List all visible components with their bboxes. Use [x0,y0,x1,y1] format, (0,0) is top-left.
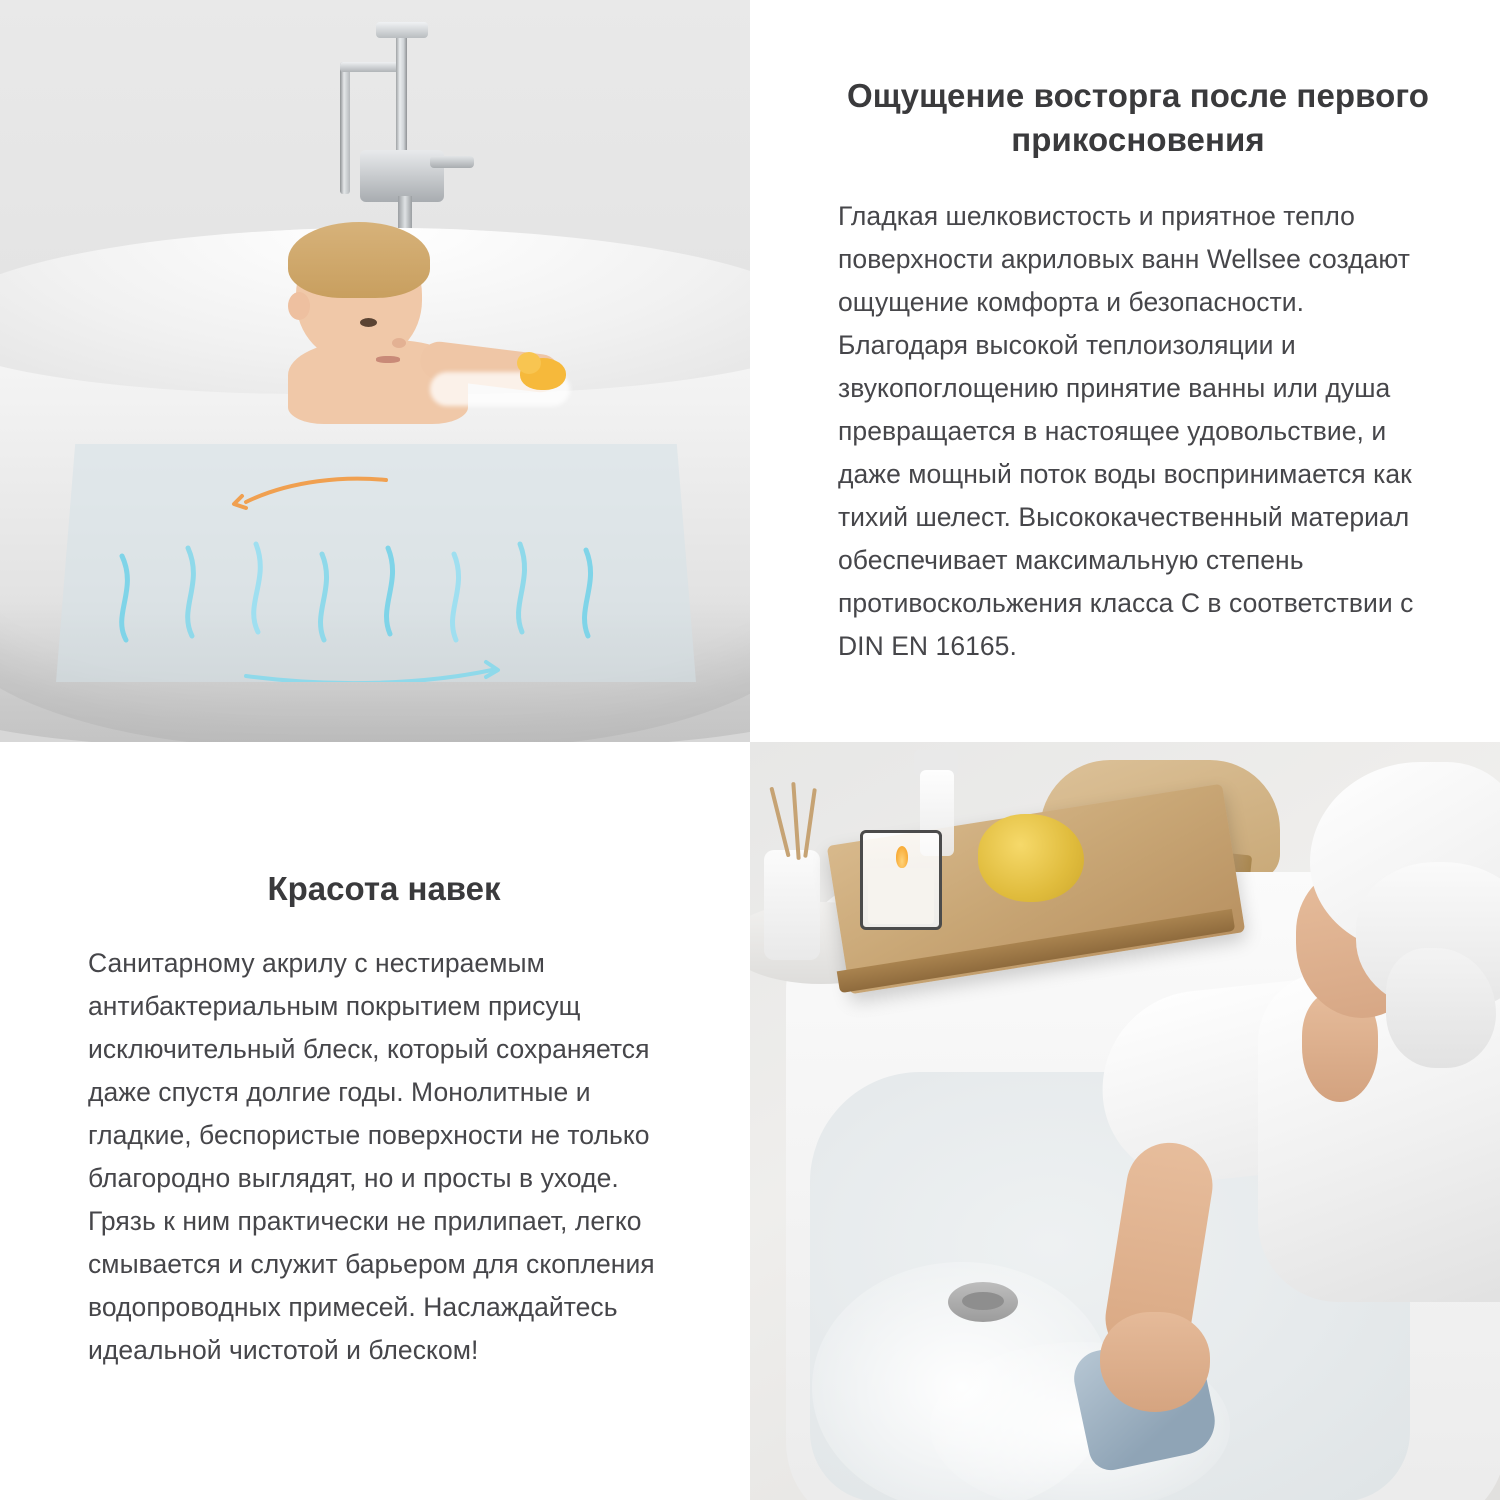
faucet-handle [430,156,474,168]
child-ear [288,292,310,320]
child-nose [392,338,406,348]
rubber-duck-head [517,352,541,374]
child-eye [360,318,377,327]
faucet-arm-top [340,62,402,72]
drain-inner [962,1292,1004,1310]
child-hair [288,222,430,298]
candle-wax [868,868,934,924]
bath-cleaning-photo [750,742,1500,1500]
baby-bath-photo [0,0,750,742]
beauty-forever-body: Санитарному акрилу с нестираемым антибактериальным покрытием присущ исключительный блеск, который сохраняется даже спустя долгие годы. Монолитные и гладкие, беспористые поверхности не только благородно выглядят, но и просты в уходе. Грязь к ним практически не прилипает, легко смывается и служит барьером для скопления водопроводных примесей. Наслаждайтесь идеальной чистотой и блеском! [88,948,655,1365]
child-mouth [376,356,400,363]
sponge-icon [978,814,1084,902]
reed-diffuser-icon [764,850,820,960]
beauty-forever-heading: Красота навек [267,870,501,908]
faucet-cap [376,22,428,38]
faucet-icon [340,62,350,194]
beauty-forever-text-panel [0,742,750,1500]
flame-icon [896,846,908,868]
first-touch-body: Гладкая шелковистость и приятное тепло поверхности акриловых ванн Wellsee создают ощущение комфорта и безопасности. Благодаря высокой теплоизоляции и звукопоглощению принятие ванны или душа превращается в настоящее удовольствие, и даже мощный поток воды воспринимается как тихий шелест. Высококачественный материал обеспечивает максимальную степень противоскольжения класса C в соответствии с DIN EN 16165. [838,201,1414,661]
woman-hand [1100,1312,1210,1412]
heat-flow-overlay [56,444,696,682]
first-touch-text-panel [750,0,1500,742]
flow-arrow-icon [56,444,696,682]
first-touch-heading: Ощущение восторга после первого прикосновения [846,77,1430,158]
